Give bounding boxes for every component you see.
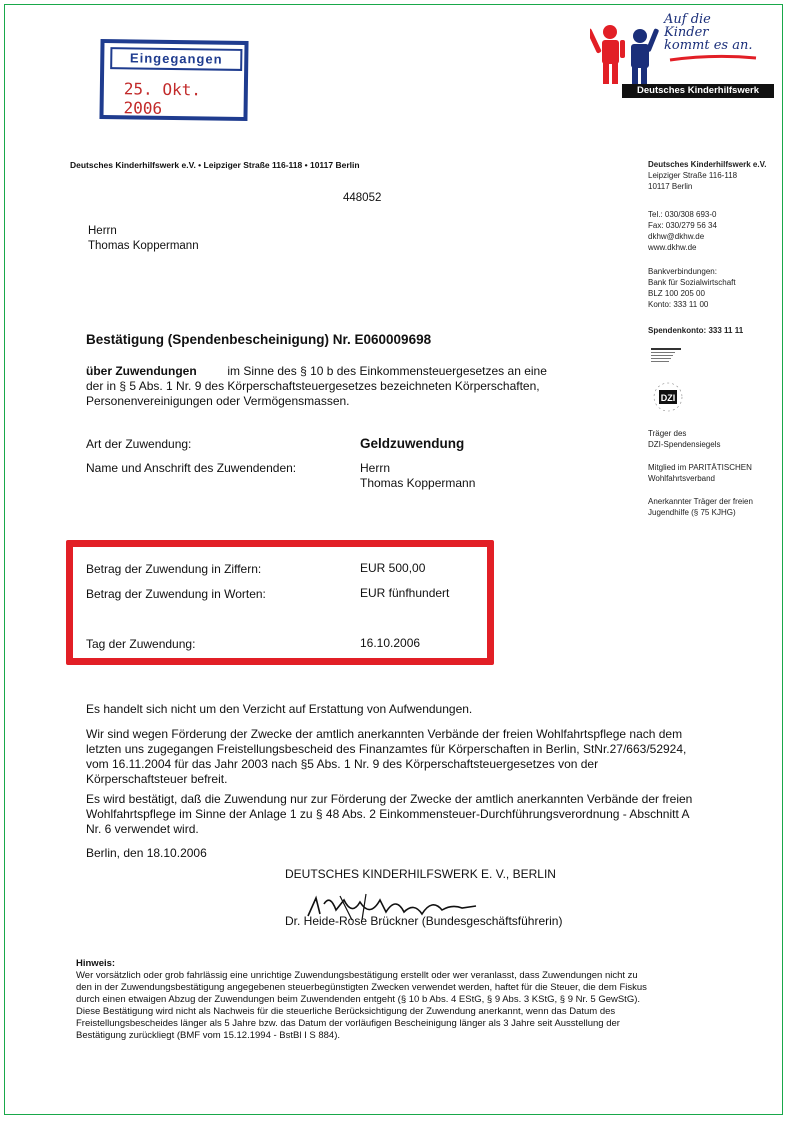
sidebar-contact xyxy=(648,209,788,253)
children-figures-icon xyxy=(590,22,666,88)
slogan-line: kommt es an. xyxy=(664,38,753,53)
intro-text xyxy=(86,364,626,409)
received-stamp xyxy=(99,39,248,121)
body-paragraph-1: Es handelt sich nicht um den Verzicht auf Erstattung von Aufwendungen. xyxy=(86,702,473,716)
body-line: Wir sind wegen Förderung der Zwecke der amtlich anerkannten Verbände der freien Wohlfahrtspflege nach dem xyxy=(86,727,683,741)
logo-slogan xyxy=(664,13,784,52)
sidebar-konto: Konto: 333 11 00 xyxy=(648,300,709,309)
hinweis-line: Wer vorsätzlich oder grob fahrlässig eine unrichtige Zuwendungsbestätigung erstellt oder wer veranlasst, dass Zuwendungen nicht zu xyxy=(76,970,638,981)
body-paragraph-2 xyxy=(86,727,766,787)
paritaet-line: Mitglied im PARITÄTISCHEN xyxy=(648,463,752,472)
body-line: vom 16.11.2004 für das Jahr 2003 nach §5 Abs. 1 Nr. 9 des Körperschaftsteuergesetzes von der xyxy=(86,757,599,771)
logo-org-name: Deutsches Kinderhilfswerk xyxy=(622,84,774,98)
red-swoosh-icon xyxy=(668,54,758,64)
sidebar-city: 10117 Berlin xyxy=(648,182,693,191)
betrag-worten-value: EUR fünfhundert xyxy=(360,586,450,600)
reference-number: 448052 xyxy=(343,192,382,204)
intro-line: der in § 5 Abs. 1 Nr. 9 des Körperschaftsteuergesetzes bezeichneten Körperschaften, xyxy=(86,379,540,393)
sidebar-tel: Tel.: 030/308 693-0 xyxy=(648,210,717,219)
hinweis-line: Freistellungsbescheides länger als 5 Jahre bzw. das Datum der vorläufigen Bescheinigung länger als 3 Jahre seit Ausstellung der xyxy=(76,1018,620,1029)
tag-label: Tag der Zuwendung: xyxy=(86,637,196,651)
recipient-salutation: Herrn xyxy=(88,225,117,237)
sidebar-email: dkhw@dkhw.de xyxy=(648,232,705,241)
body-line: Es wird bestätigt, daß die Zuwendung nur zur Förderung der Zwecke der amtlich anerkannten Verbände der freien xyxy=(86,792,693,806)
signer-name: Dr. Heide-Rose Brückner (Bundesgeschäftsführerin) xyxy=(285,914,563,928)
signature-org: DEUTSCHES KINDERHILFSWERK E. V., BERLIN xyxy=(285,867,556,881)
sidebar-bank-label: Bankverbindungen: xyxy=(648,267,717,276)
name-value-line: Herrn xyxy=(360,461,391,475)
slogan-line: Auf die xyxy=(664,12,711,27)
sidebar-street: Leipziger Straße 116-118 xyxy=(648,171,738,180)
intro-line: Personenvereinigungen oder Vermögensmassen. xyxy=(86,394,350,408)
hinweis-line: Diese Bestätigung wird nicht als Nachweis für die steuerliche Berücksichtigung der Zuwendung anerkannt, wenn das Datum des xyxy=(76,1006,616,1017)
body-line: Nr. 6 verwendet wird. xyxy=(86,822,199,836)
sidebar-paritaet xyxy=(648,462,788,484)
sidebar-fax: Fax: 030/279 56 34 xyxy=(648,221,717,230)
sidebar-web: www.dkhw.de xyxy=(648,243,697,252)
stamp-label: Eingegangen xyxy=(110,47,242,71)
body-paragraph-3 xyxy=(86,792,766,837)
recipient-address xyxy=(88,224,199,254)
stamp-date: 25. Okt. 2006 xyxy=(123,79,202,118)
betrag-ziffern-label: Betrag der Zuwendung in Ziffern: xyxy=(86,562,262,576)
intro-bold-lead: über Zuwendungen xyxy=(86,364,197,378)
sidebar-org: Deutsches Kinderhilfswerk e.V. xyxy=(648,160,767,169)
hinweis-title: Hinweis: xyxy=(76,958,116,969)
sidebar-address xyxy=(648,159,788,192)
hinweis-line: den in der Zuwendungsbestätigung angegebenen steuerbegünstigten Zwecken verwendet werden, haftet für die Steuer, die dem Fiskus xyxy=(76,982,647,993)
sidebar-blz: BLZ 100 205 00 xyxy=(648,289,705,298)
intro-line: im Sinne des § 10 b des Einkommensteuergesetzes an eine xyxy=(227,364,547,378)
name-value-line: Thomas Koppermann xyxy=(360,476,476,490)
sidebar-dzi xyxy=(648,428,788,450)
hinweis-line: durch einen etwaigen Abzug der Zuwendungen beim Zuwendenden entgeht (§ 10 b Abs. 4 EStG, § 9 Abs. 3 KStG, § 9 Nr. 5 GewStG). xyxy=(76,994,641,1005)
svg-text:DZI: DZI xyxy=(660,393,676,403)
jugendhilfe-line: Jugendhilfe (§ 75 KJHG) xyxy=(648,508,736,517)
recipient-name: Thomas Koppermann xyxy=(88,240,199,252)
betrag-ziffern-value: EUR 500,00 xyxy=(360,561,426,575)
body-line: Körperschaftsteuer befreit. xyxy=(86,772,228,786)
paritaet-line: Wohlfahrtsverband xyxy=(648,474,715,483)
hinweis-section xyxy=(76,958,776,1042)
dzi-seal-icon xyxy=(648,377,688,417)
art-label: Art der Zuwendung: xyxy=(86,437,192,451)
jugendhilfe-line: Anerkannter Träger der freien xyxy=(648,497,753,506)
dzi-line: Träger des xyxy=(648,429,687,438)
document-title: Bestätigung (Spendenbescheinigung) Nr. E060009698 xyxy=(86,332,432,347)
tag-value: 16.10.2006 xyxy=(360,636,421,650)
betrag-worten-label: Betrag der Zuwendung in Worten: xyxy=(86,587,266,601)
dzi-line: DZI-Spendensiegels xyxy=(648,440,721,449)
sidebar-bank xyxy=(648,266,788,310)
hinweis-line: Bestätigung zurückliegt (BMF vom 15.12.1994 - BstBl I S 884). xyxy=(76,1030,341,1041)
name-label: Name und Anschrift des Zuwendenden: xyxy=(86,461,297,475)
name-value xyxy=(360,461,475,491)
body-line: letzten uns zugegangen Freistellungsbescheid des Finanzamtes für Körperschaften in Berlin, StNr.27/663/52924, xyxy=(86,742,687,756)
body-line: Wohlfahrtspflege im Sinne der Anlage 1 zu § 48 Abs. 2 Einkommensteuer-Durchführungsverordnung - Abschnitt A xyxy=(86,807,690,821)
art-value: Geldzuwendung xyxy=(360,436,465,451)
sender-line: Deutsches Kinderhilfswerk e.V. • Leipziger Straße 116-118 • 10117 Berlin xyxy=(70,160,360,170)
dkhw-logo xyxy=(586,10,786,106)
slogan-line: Kinder xyxy=(664,25,709,40)
dzi-seal-text-icon xyxy=(651,348,681,370)
place-date: Berlin, den 18.10.2006 xyxy=(86,846,207,860)
sidebar-jugendhilfe xyxy=(648,496,788,518)
sidebar-bank-name: Bank für Sozialwirtschaft xyxy=(648,278,736,287)
sidebar-spendenkonto: Spendenkonto: 333 11 11 xyxy=(648,326,744,335)
